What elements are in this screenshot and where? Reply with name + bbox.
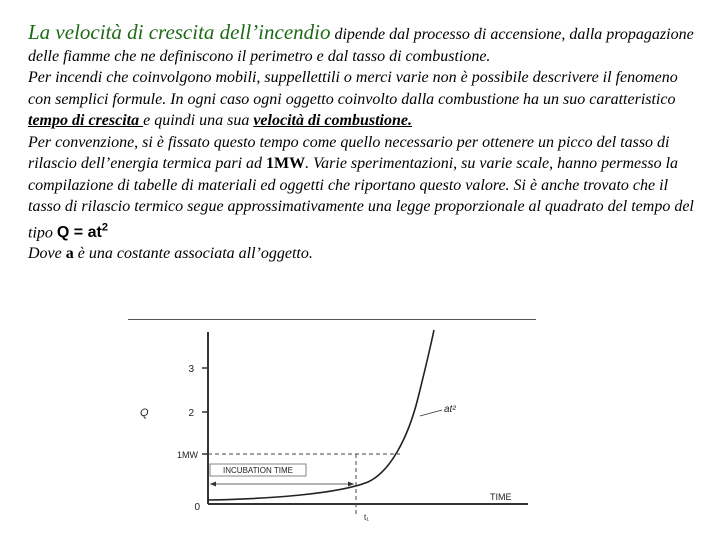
- formula-q: Q: [56, 223, 70, 241]
- formula: [56, 221, 108, 241]
- paragraph-constant: [28, 243, 698, 265]
- x-axis-label: TIME: [490, 492, 512, 502]
- constant-text-before: Dove: [28, 245, 66, 263]
- paragraph-convention: [28, 132, 698, 244]
- text-block: [28, 22, 698, 265]
- growth-curve-figure: [128, 326, 538, 526]
- term-growth-time: tempo di crescita: [28, 112, 144, 129]
- paragraph-growth-time: [28, 67, 698, 132]
- growth-text-middle: e quindi una sua: [143, 112, 254, 129]
- t1-label: t₁: [364, 513, 369, 522]
- convention-text-after: . Varie sperimentazioni, su varie scale, hanno permesso la compilazione di tabelle di materiali ed oggetti che riportano questo valore. Si è anche trovato che il tasso di rilascio termico segue approssimativamente una legge proporzionale al quadrato del tempo del tipo: [28, 155, 694, 241]
- formula-equals: =: [69, 223, 88, 241]
- convention-text-before: Per convenzione, si è fissato questo tempo come quello necessario per ottenere un picco del tasso di rilascio dell’energia termica pari ad: [28, 133, 670, 172]
- incubation-arrow-right-head: [348, 482, 354, 487]
- origin-label: 0: [194, 502, 200, 513]
- intro-text: dipende dal processo di accensione, dalla propagazione delle fiamme che ne definiscono il perimetro e dal tasso di combustione.: [28, 26, 694, 65]
- incubation-arrow-left-head: [210, 482, 216, 487]
- paragraph-intro: [28, 22, 698, 67]
- y-axis-label: Q: [140, 407, 149, 419]
- formula-at: at: [87, 223, 102, 241]
- growth-curve-svg: [128, 326, 538, 526]
- formula-exponent: 2: [101, 221, 108, 234]
- y-tick-label-3: 3: [188, 364, 194, 375]
- y-tick-label-2: 2: [188, 408, 194, 419]
- text-underline-rule: [128, 319, 536, 320]
- curve-label: at²: [444, 404, 456, 415]
- y-tick-label-1mw: 1MW: [177, 450, 198, 460]
- slide-title: La velocità di crescita dell’incendio: [28, 20, 331, 44]
- value-1mw: 1MW: [266, 155, 306, 172]
- constant-a: a: [65, 245, 74, 263]
- constant-text-after: è una costante associata all’oggetto.: [73, 245, 313, 263]
- incubation-label: INCUBATION TIME: [223, 466, 293, 475]
- curve-label-leader: [420, 410, 442, 416]
- growth-text-before: Per incendi che coinvolgono mobili, suppellettili o merci varie non è possibile descrivere il fenomeno con semplici formule. In ogni caso ogni oggetto coinvolto dalla combustione ha un suo caratteristico: [28, 69, 678, 108]
- term-combustion-speed: velocità di combustione.: [253, 112, 412, 129]
